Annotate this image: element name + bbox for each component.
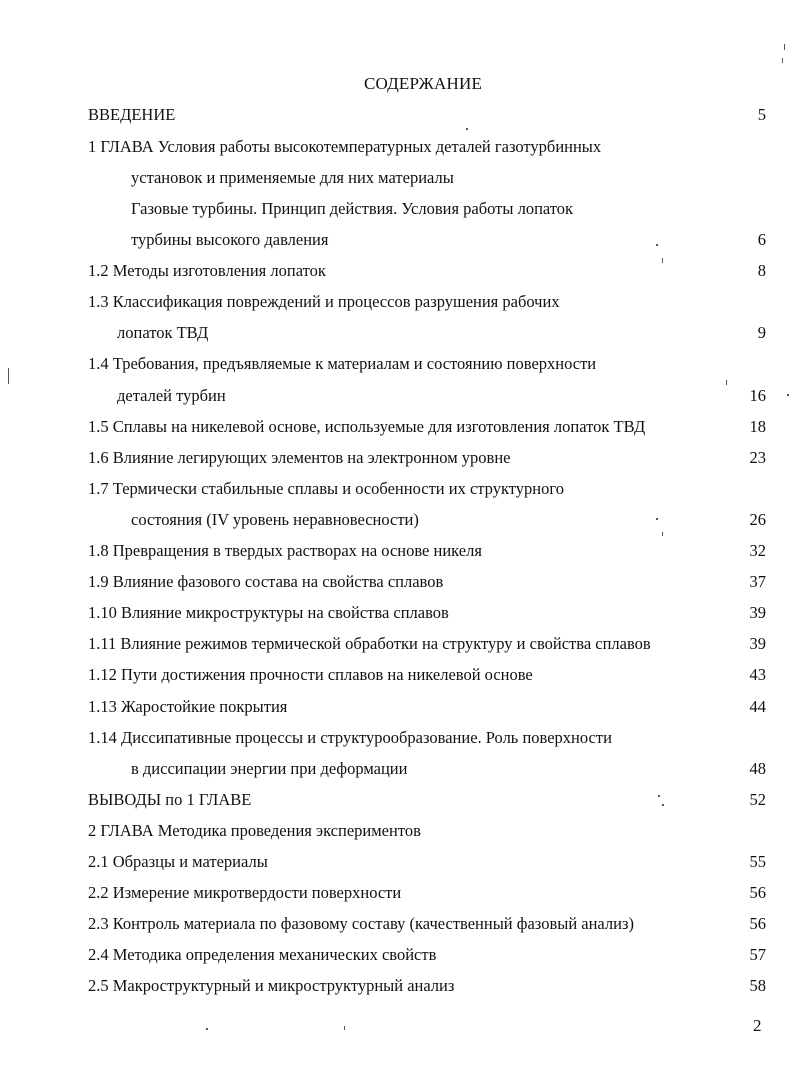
toc-entry [0, 135, 792, 159]
toc-entry-text: 1.7 Термически стабильные сплавы и особенности их структурного [88, 479, 564, 498]
toc-entry-text: 1.6 Влияние легирующих элементов на электронном уровне [88, 448, 511, 467]
scan-mark [658, 795, 660, 797]
toc-entry-text: 1.12 Пути достижения прочности сплавов на никелевой основе [88, 665, 533, 684]
scan-mark [8, 368, 9, 384]
toc-entry-text: деталей турбин [117, 386, 226, 405]
toc-entry-text: 1.9 Влияние фазового состава на свойства сплавов [88, 572, 444, 591]
toc-entry [0, 943, 792, 967]
toc-entry-text: 2.5 Макроструктурный и микроструктурный анализ [88, 976, 455, 995]
title-text: СОДЕРЖАНИЕ [363, 74, 483, 93]
toc-entry [0, 850, 792, 874]
toc-entry-page: 48 [749, 759, 766, 778]
toc-entry-text: 1.5 Сплавы на никелевой основе, используемые для изготовления лопаток ТВД [88, 417, 646, 436]
scan-mark [656, 518, 658, 520]
toc-entry [0, 974, 792, 998]
scan-mark [466, 128, 468, 130]
toc-entry-text: 1 ГЛАВА Условия работы высокотемпературных деталей газотурбинных [88, 137, 602, 156]
toc-entry-page: 5 [757, 105, 766, 124]
toc-entry-page: 18 [749, 417, 766, 436]
scan-mark [662, 804, 664, 806]
toc-entry-text: 1.11 Влияние режимов термической обработки на структуру и свойства сплавов [88, 634, 651, 653]
scan-mark [656, 244, 658, 246]
scan-mark [726, 380, 727, 385]
toc-entry-page: 37 [749, 572, 766, 591]
toc-entry-text: 1.13 Жаростойкие покрытия [88, 697, 288, 716]
toc-entry [0, 726, 792, 750]
toc-entry [0, 197, 792, 221]
toc-entry-text: 1.2 Методы изготовления лопаток [88, 261, 326, 280]
scan-mark [782, 58, 783, 63]
toc-entry-text: Газовые турбины. Принцип действия. Условия работы лопаток [131, 199, 574, 218]
toc-entry-text: ВВЕДЕНИЕ [88, 105, 176, 124]
page-number: 2 [753, 1016, 762, 1035]
toc-entry [0, 477, 792, 501]
toc-entry [0, 103, 792, 127]
toc-entry [0, 446, 792, 470]
toc-entry [0, 819, 792, 843]
toc-entry [0, 539, 792, 563]
toc-entry-text: 1.4 Требования, предъявляемые к материалам и состоянию поверхности [88, 354, 597, 373]
toc-entry [0, 757, 792, 781]
toc-entry [0, 384, 792, 408]
toc-entry-text: 1.14 Диссипативные процессы и структурообразование. Роль поверхности [88, 728, 612, 747]
scan-mark [787, 394, 789, 396]
toc-entry-page: 58 [749, 976, 766, 995]
scan-mark [344, 1026, 345, 1030]
toc-entry-text: 2 ГЛАВА Методика проведения экспериментов [88, 821, 421, 840]
toc-entry [0, 321, 792, 345]
toc-entry-page: 39 [749, 634, 766, 653]
toc-entry-text: 2.3 Контроль материала по фазовому составу (качественный фазовый анализ) [88, 914, 634, 933]
toc-entry-page: 23 [749, 448, 766, 467]
toc-entry [0, 259, 792, 283]
toc-entry [0, 912, 792, 936]
toc-entry-text: турбины высокого давления [131, 230, 329, 249]
toc-entry [0, 788, 792, 812]
toc-entry-page: 39 [749, 603, 766, 622]
toc-entry [0, 663, 792, 687]
toc-entry [0, 290, 792, 314]
toc-entry-text: состояния (IV уровень неравновесности) [131, 510, 419, 529]
toc-entry [0, 415, 792, 439]
toc-entry-page: 8 [757, 261, 766, 280]
toc-entry-page: 57 [749, 945, 766, 964]
scan-mark [662, 532, 663, 536]
toc-entry-page: 6 [757, 230, 766, 249]
toc-entry-text: 1.8 Превращения в твердых растворах на основе никеля [88, 541, 482, 560]
toc-entry [0, 570, 792, 594]
toc-entry [0, 508, 792, 532]
toc-entry [0, 632, 792, 656]
toc-entry-page: 44 [749, 697, 766, 716]
toc-entry-text: 2.4 Методика определения механических свойств [88, 945, 437, 964]
toc-entry-text: 2.1 Образцы и материалы [88, 852, 268, 871]
toc-entry [0, 228, 792, 252]
toc-entry-page: 16 [749, 386, 766, 405]
toc-entry-text: в диссипации энергии при деформации [131, 759, 408, 778]
toc-entry-page: 43 [749, 665, 766, 684]
toc-entry-page: 55 [749, 852, 766, 871]
toc-entry [0, 601, 792, 625]
toc-entry-text: установок и применяемые для них материалы [131, 168, 454, 187]
scan-mark [784, 44, 785, 50]
toc-entry-text: ВЫВОДЫ по 1 ГЛАВЕ [88, 790, 252, 809]
toc-entry [0, 352, 792, 376]
toc-entry-text: 1.3 Классификация повреждений и процессов разрушения рабочих [88, 292, 560, 311]
toc-entry-text: 2.2 Измерение микротвердости поверхности [88, 883, 402, 902]
toc-entry [0, 695, 792, 719]
toc-entry-page: 56 [749, 914, 766, 933]
toc-entry [0, 166, 792, 190]
toc-entry-page: 9 [757, 323, 766, 342]
scan-mark [662, 258, 663, 263]
toc-entry-text: 1.10 Влияние микроструктуры на свойства сплавов [88, 603, 449, 622]
toc-entry-page: 26 [749, 510, 766, 529]
scan-mark [206, 1028, 208, 1030]
toc-entry-page: 32 [749, 541, 766, 560]
toc-entry [0, 881, 792, 905]
toc-entry-page: 56 [749, 883, 766, 902]
toc-entry-page: 52 [749, 790, 766, 809]
toc-entry-text: лопаток ТВД [117, 323, 209, 342]
